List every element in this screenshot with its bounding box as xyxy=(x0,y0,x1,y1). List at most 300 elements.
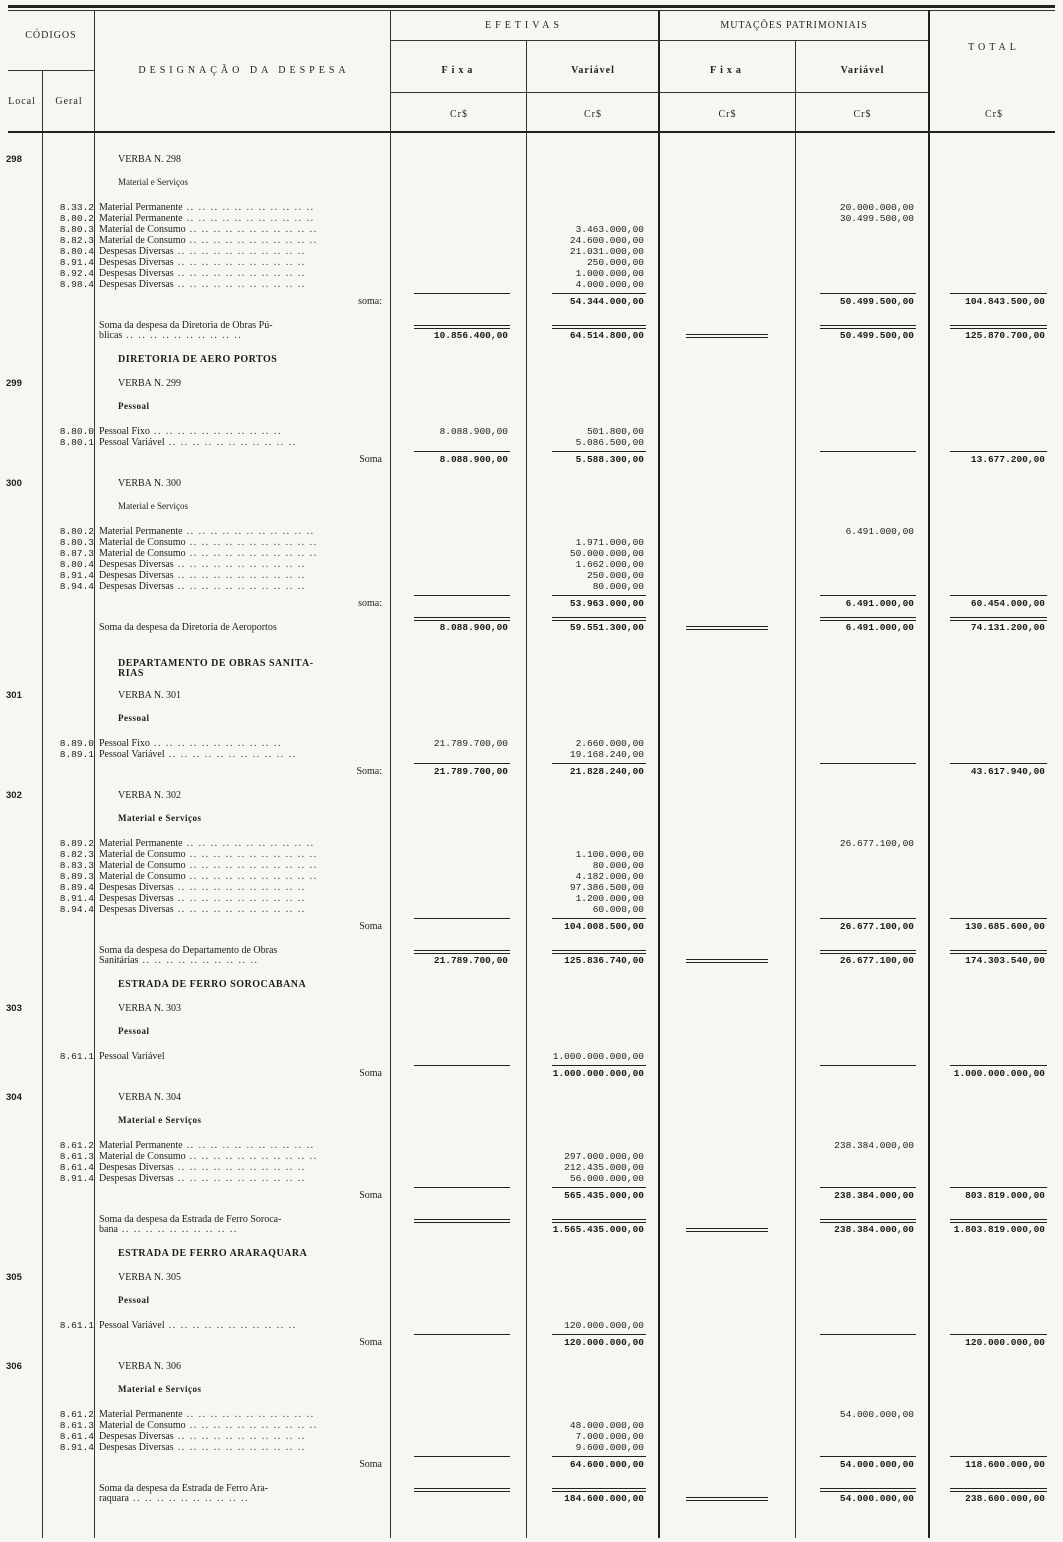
amount-var: 56.000.000,00 xyxy=(569,1173,644,1184)
designacao-continuation: raquara .. .. .. .. .. .. .. .. .. .. xyxy=(99,1494,249,1504)
dot-leaders: .. .. .. .. .. .. .. .. .. .. .. xyxy=(185,872,318,882)
designacao-text: Despesas Diversas .. .. .. .. .. .. .. .. .. .. .. xyxy=(99,247,306,257)
designacao-text: VERBA N. 298 xyxy=(118,155,182,165)
sum-rule xyxy=(414,1456,510,1457)
code-local: 301 xyxy=(6,690,22,701)
dot-leaders: .. .. .. .. .. .. .. .. .. .. .. xyxy=(173,269,306,279)
dot-leaders: .. .. .. .. .. .. .. .. .. .. .. xyxy=(182,527,315,537)
designacao-text: Despesas Diversas .. .. .. .. .. .. .. .. .. .. .. xyxy=(99,582,306,592)
dot-leaders: .. .. .. .. .. .. .. .. .. .. .. xyxy=(173,894,306,904)
code-geral: 8.33.2 xyxy=(59,202,94,213)
amount-mvar: 50.499.500,00 xyxy=(839,330,914,341)
designacao-text: Pessoal xyxy=(118,401,150,411)
amount-mvar: 6.491.000,00 xyxy=(845,622,914,633)
designacao-text: Material Permanente .. .. .. .. .. .. .. .. .. .. .. xyxy=(99,839,315,849)
designacao-text: Material de Consumo .. .. .. .. .. .. .. .. .. .. .. xyxy=(99,872,318,882)
amount-var: 4.000.000,00 xyxy=(575,279,644,290)
sum-rule xyxy=(552,617,646,621)
amount-var: 297.000.000,00 xyxy=(564,1151,644,1162)
sum-rule xyxy=(414,1334,510,1335)
sum-rule xyxy=(552,1219,646,1223)
designacao-text: Soma xyxy=(359,922,382,932)
amount-var: 120.000.000,00 xyxy=(564,1320,644,1331)
designacao-text: VERBA N. 302 xyxy=(118,791,182,801)
dot-leaders: .. .. .. .. .. .. .. .. .. .. xyxy=(138,956,259,966)
sum-rule xyxy=(820,1187,916,1188)
code-geral: 8.61.1 xyxy=(59,1051,94,1062)
code-geral: 8.61.3 xyxy=(59,1151,94,1162)
designacao-text: VERBA N. 303 xyxy=(118,1004,182,1014)
dot-leaders: .. .. .. .. .. .. .. .. .. .. .. xyxy=(182,1141,315,1151)
sum-rule xyxy=(820,325,916,329)
amount-mvar: 30.499.500,00 xyxy=(839,213,914,224)
amount-mvar: 50.499.500,00 xyxy=(839,296,914,307)
designacao-text: Material e Serviços xyxy=(118,1384,202,1394)
code-geral: 8.80.1 xyxy=(59,437,94,448)
dot-leaders: .. .. .. .. .. .. .. .. .. .. .. xyxy=(182,203,315,213)
sum-rule xyxy=(950,918,1047,919)
code-local: 303 xyxy=(6,1003,22,1014)
amount-total: 120.000.000,00 xyxy=(965,1337,1045,1348)
sum-rule xyxy=(552,763,646,764)
sum-rule xyxy=(552,451,646,452)
amount-total: 13.677.200,00 xyxy=(970,454,1045,465)
dot-leaders: .. .. .. .. .. .. .. .. .. .. xyxy=(122,331,243,341)
dot-leaders: .. .. .. .. .. .. .. .. .. .. .. xyxy=(164,750,297,760)
designacao-text: Despesas Diversas .. .. .. .. .. .. .. .. .. .. .. xyxy=(99,258,306,268)
amount-total: 74.131.200,00 xyxy=(970,622,1045,633)
designacao-text: Despesas Diversas .. .. .. .. .. .. .. .. .. .. .. xyxy=(99,1174,306,1184)
amount-fixa: 8.088.900,00 xyxy=(439,454,508,465)
designacao-text: Material Permanente .. .. .. .. .. .. .. .. .. .. .. xyxy=(99,214,315,224)
dot-leaders: .. .. .. .. .. .. .. .. .. .. .. xyxy=(182,214,315,224)
designacao-text: ESTRADA DE FERRO SOROCABANA xyxy=(118,980,307,990)
amount-var: 50.000.000,00 xyxy=(569,548,644,559)
dot-leaders: .. .. .. .. .. .. .. .. .. .. .. xyxy=(185,538,318,548)
rule-under-fixa-variavel xyxy=(390,92,928,93)
amount-total: 1.000.000.000,00 xyxy=(953,1068,1045,1079)
amount-total: 130.685.600,00 xyxy=(965,921,1045,932)
designacao-text: Material e Serviços xyxy=(118,177,188,187)
designacao-text: Pessoal xyxy=(118,1026,150,1036)
code-geral: 8.89.3 xyxy=(59,871,94,882)
amount-var: 2.660.000,00 xyxy=(575,738,644,749)
dot-leaders: .. .. .. .. .. .. .. .. .. .. .. xyxy=(173,883,306,893)
amount-var: 80.000,00 xyxy=(592,581,644,592)
designacao-text: Pessoal Variável xyxy=(99,1052,165,1062)
sum-rule xyxy=(950,1488,1047,1492)
designacao-text: DEPARTAMENTO DE OBRAS SANITÁ- xyxy=(118,659,314,669)
code-local: 306 xyxy=(6,1361,22,1372)
amount-mvar: 238.384.000,00 xyxy=(834,1224,914,1235)
designacao-text: Despesas Diversas .. .. .. .. .. .. .. .. .. .. .. xyxy=(99,571,306,581)
rule-local-geral xyxy=(42,70,43,1538)
code-geral: 8.80.4 xyxy=(59,246,94,257)
sum-rule xyxy=(414,950,510,954)
sum-rule xyxy=(950,1334,1047,1335)
code-geral: 8.82.3 xyxy=(59,235,94,246)
designacao-text: Despesas Diversas .. .. .. .. .. .. .. .. .. .. .. xyxy=(99,894,306,904)
code-local: 298 xyxy=(6,154,22,165)
designacao-text: Pessoal Fixo .. .. .. .. .. .. .. .. .. .. .. xyxy=(99,427,282,437)
amount-var: 97.386.500,00 xyxy=(569,882,644,893)
dot-leaders: .. .. .. .. .. .. .. .. .. .. .. xyxy=(182,839,315,849)
designacao-text: Pessoal Variável .. .. .. .. .. .. .. .. .. .. .. xyxy=(99,750,297,760)
sum-rule xyxy=(950,1219,1047,1223)
code-geral: 8.82.3 xyxy=(59,849,94,860)
designacao-text: VERBA N. 305 xyxy=(118,1273,182,1283)
amount-var: 1.662.000,00 xyxy=(575,559,644,570)
designacao-text: VERBA N. 299 xyxy=(118,379,182,389)
empty-column-rule xyxy=(686,1497,768,1501)
amount-var: 104.008.500,00 xyxy=(564,921,644,932)
sum-rule xyxy=(552,1334,646,1335)
designacao-text: Soma xyxy=(359,1191,382,1201)
sum-rule xyxy=(414,918,510,919)
amount-fixa: 8.088.900,00 xyxy=(439,426,508,437)
code-local: 299 xyxy=(6,378,22,389)
sum-rule xyxy=(552,1456,646,1457)
empty-column-rule xyxy=(686,334,768,338)
amount-var: 9.600.000,00 xyxy=(575,1442,644,1453)
code-geral: 8.91.4 xyxy=(59,893,94,904)
designacao-continuation: RIAS xyxy=(118,669,144,679)
designacao-text: Soma da despesa da Diretoria de Aeroportos xyxy=(99,623,277,633)
rule-under-group-headers xyxy=(390,40,928,41)
amount-var: 59.551.300,00 xyxy=(569,622,644,633)
designacao-text: VERBA N. 306 xyxy=(118,1362,182,1372)
sum-rule xyxy=(950,763,1047,764)
designacao-text: Material Permanente .. .. .. .. .. .. .. .. .. .. .. xyxy=(99,203,315,213)
designacao-text: Despesas Diversas .. .. .. .. .. .. .. .. .. .. .. xyxy=(99,269,306,279)
amount-fixa: 10.856.400,00 xyxy=(433,330,508,341)
amount-var: 21.828.240,00 xyxy=(569,766,644,777)
code-geral: 8.91.4 xyxy=(59,1173,94,1184)
dot-leaders: .. .. .. .. .. .. .. .. .. .. .. xyxy=(185,549,318,559)
amount-var: 54.344.000,00 xyxy=(569,296,644,307)
sum-rule xyxy=(820,763,916,764)
designacao-text: Material e Serviços xyxy=(118,1115,202,1125)
code-local: 300 xyxy=(6,478,22,489)
code-local: 305 xyxy=(6,1272,22,1283)
designacao-text: Despesas Diversas .. .. .. .. .. .. .. .. .. .. .. xyxy=(99,905,306,915)
amount-var: 184.600.000,00 xyxy=(564,1493,644,1504)
empty-column-rule xyxy=(686,626,768,630)
amount-var: 1.971.000,00 xyxy=(575,537,644,548)
amount-var: 64.514.800,00 xyxy=(569,330,644,341)
dot-leaders: .. .. .. .. .. .. .. .. .. .. .. xyxy=(173,560,306,570)
code-geral: 8.80.3 xyxy=(59,537,94,548)
sum-rule xyxy=(552,1187,646,1188)
sum-rule xyxy=(950,950,1047,954)
header-currency-4: Cr$ xyxy=(853,109,872,120)
sum-rule xyxy=(414,1488,510,1492)
amount-mvar: 54.000.000,00 xyxy=(839,1459,914,1470)
sum-rule xyxy=(414,1065,510,1066)
amount-mvar: 26.677.100,00 xyxy=(839,955,914,966)
amount-var: 1.000.000.000,00 xyxy=(552,1051,644,1062)
designacao-continuation: Sanitárias .. .. .. .. .. .. .. .. .. .. xyxy=(99,956,259,966)
amount-total: 238.600.000,00 xyxy=(965,1493,1045,1504)
amount-fixa: 21.789.700,00 xyxy=(433,738,508,749)
code-geral: 8.98.4 xyxy=(59,279,94,290)
header-mutacoes: MUTAÇÕES PATRIMONIAIS xyxy=(720,20,868,31)
designacao-text: Soma da despesa do Departamento de Obras xyxy=(99,946,278,956)
code-geral: 8.80.2 xyxy=(59,213,94,224)
designacao-text: Pessoal xyxy=(118,1295,150,1305)
designacao-text: soma: xyxy=(358,599,382,609)
designacao-text: Soma da despesa da Estrada de Ferro Ara- xyxy=(99,1484,269,1494)
amount-var: 5.588.300,00 xyxy=(575,454,644,465)
designacao-text: Material e Serviços xyxy=(118,501,188,511)
code-geral: 8.89.0 xyxy=(59,738,94,749)
amount-var: 4.182.000,00 xyxy=(575,871,644,882)
amount-var: 48.000.000,00 xyxy=(569,1420,644,1431)
designacao-text: Despesas Diversas .. .. .. .. .. .. .. .. .. .. .. xyxy=(99,1432,306,1442)
designacao-text: Soma: xyxy=(356,767,382,777)
designacao-continuation: bana .. .. .. .. .. .. .. .. .. .. xyxy=(99,1225,238,1235)
amount-mvar: 6.491.000,00 xyxy=(845,598,914,609)
dot-leaders: .. .. .. .. .. .. .. .. .. .. .. xyxy=(149,739,282,749)
sum-rule xyxy=(950,595,1047,596)
amount-var: 7.000.000,00 xyxy=(575,1431,644,1442)
amount-var: 5.086.500,00 xyxy=(575,437,644,448)
designacao-text: Material de Consumo .. .. .. .. .. .. .. .. .. .. .. xyxy=(99,549,318,559)
designacao-text: Soma xyxy=(359,1069,382,1079)
designacao-text: Material de Consumo .. .. .. .. .. .. .. .. .. .. .. xyxy=(99,236,318,246)
dot-leaders: .. .. .. .. .. .. .. .. .. .. .. xyxy=(173,1443,306,1453)
designacao-text: Soma xyxy=(359,1460,382,1470)
amount-total: 1.803.819.000,00 xyxy=(953,1224,1045,1235)
amount-var: 565.435.000,00 xyxy=(564,1190,644,1201)
dot-leaders: .. .. .. .. .. .. .. .. .. .. .. xyxy=(173,1163,306,1173)
designacao-text: Soma xyxy=(359,455,382,465)
designacao-text: VERBA N. 300 xyxy=(118,479,182,489)
code-geral: 8.89.1 xyxy=(59,749,94,760)
amount-mvar: 238.384.000,00 xyxy=(834,1140,914,1151)
amount-mvar: 20.000.000,00 xyxy=(839,202,914,213)
header-efetivas-fixa: Fixa xyxy=(441,65,477,76)
designacao-text: VERBA N. 304 xyxy=(118,1093,182,1103)
dot-leaders: .. .. .. .. .. .. .. .. .. .. .. xyxy=(173,582,306,592)
dot-leaders: .. .. .. .. .. .. .. .. .. .. .. xyxy=(182,1410,315,1420)
amount-var: 3.463.000,00 xyxy=(575,224,644,235)
amount-var: 19.168.240,00 xyxy=(569,749,644,760)
designacao-text: Material de Consumo .. .. .. .. .. .. .. .. .. .. .. xyxy=(99,1152,318,1162)
rule-efetivas-mid xyxy=(526,40,527,1538)
header-geral: Geral xyxy=(55,96,83,107)
designacao-text: Material de Consumo .. .. .. .. .. .. .. .. .. .. .. xyxy=(99,538,318,548)
code-geral: 8.94.4 xyxy=(59,904,94,915)
rule-after-designacao xyxy=(390,10,391,1538)
sum-rule xyxy=(820,1334,916,1335)
amount-var: 120.000.000,00 xyxy=(564,1337,644,1348)
code-geral: 8.89.2 xyxy=(59,838,94,849)
code-local: 302 xyxy=(6,790,22,801)
sum-rule xyxy=(552,325,646,329)
header-currency-3: Cr$ xyxy=(718,109,737,120)
dot-leaders: .. .. .. .. .. .. .. .. .. .. .. xyxy=(173,280,306,290)
header-mutacoes-fixa: Fixa xyxy=(710,65,745,76)
code-geral: 8.91.4 xyxy=(59,1442,94,1453)
sum-rule xyxy=(950,451,1047,452)
code-geral: 8.80.2 xyxy=(59,526,94,537)
sum-rule xyxy=(820,1456,916,1457)
sum-rule xyxy=(820,293,916,294)
header-currency-2: Cr$ xyxy=(584,109,602,120)
dot-leaders: .. .. .. .. .. .. .. .. .. .. .. xyxy=(173,258,306,268)
designacao-text: Pessoal Variável .. .. .. .. .. .. .. .. .. .. .. xyxy=(99,1321,297,1331)
header-codigos: CÓDIGOS xyxy=(25,30,77,41)
amount-fixa: 21.789.700,00 xyxy=(433,766,508,777)
code-geral: 8.80.0 xyxy=(59,426,94,437)
sum-rule xyxy=(820,1065,916,1066)
designacao-text: Material Permanente .. .. .. .. .. .. .. .. .. .. .. xyxy=(99,1410,315,1420)
designacao-text: soma: xyxy=(358,297,382,307)
sum-rule xyxy=(414,451,510,452)
code-geral: 8.91.4 xyxy=(59,570,94,581)
designacao-text: Pessoal Variável .. .. .. .. .. .. .. .. .. .. .. xyxy=(99,438,297,448)
designacao-text: Soma xyxy=(359,1338,382,1348)
designacao-text: Despesas Diversas .. .. .. .. .. .. .. .. .. .. .. xyxy=(99,280,306,290)
amount-var: 1.565.435.000,00 xyxy=(552,1224,644,1235)
code-local: 304 xyxy=(6,1092,22,1103)
amount-mvar: 54.000.000,00 xyxy=(839,1409,914,1420)
empty-column-rule xyxy=(686,1228,768,1232)
designacao-text: Despesas Diversas .. .. .. .. .. .. .. .. .. .. .. xyxy=(99,560,306,570)
dot-leaders: .. .. .. .. .. .. .. .. .. .. .. xyxy=(173,1432,306,1442)
dot-leaders: .. .. .. .. .. .. .. .. .. .. xyxy=(117,1225,238,1235)
dot-leaders: .. .. .. .. .. .. .. .. .. .. .. xyxy=(185,1152,318,1162)
amount-var: 1.100.000,00 xyxy=(575,849,644,860)
amount-total: 803.819.000,00 xyxy=(965,1190,1045,1201)
amount-var: 250.000,00 xyxy=(586,257,644,268)
header-total: TOTAL xyxy=(968,42,1020,53)
sum-rule xyxy=(552,1488,646,1492)
sum-rule xyxy=(820,950,916,954)
sum-rule xyxy=(414,1187,510,1188)
dot-leaders: .. .. .. .. .. .. .. .. .. .. .. xyxy=(164,438,297,448)
dot-leaders: .. .. .. .. .. .. .. .. .. .. .. xyxy=(149,427,282,437)
header-mutacoes-variavel: Variável xyxy=(840,65,885,76)
dot-leaders: .. .. .. .. .. .. .. .. .. .. .. xyxy=(185,1421,318,1431)
sum-rule xyxy=(414,293,510,294)
amount-mvar: 6.491.000,00 xyxy=(845,526,914,537)
designacao-text: Material de Consumo .. .. .. .. .. .. .. .. .. .. .. xyxy=(99,861,318,871)
code-geral: 8.87.3 xyxy=(59,548,94,559)
code-geral: 8.61.4 xyxy=(59,1431,94,1442)
sum-rule xyxy=(950,1065,1047,1066)
dot-leaders: .. .. .. .. .. .. .. .. .. .. .. xyxy=(173,247,306,257)
amount-var: 60.000,00 xyxy=(592,904,644,915)
amount-var: 1.000.000,00 xyxy=(575,268,644,279)
designacao-text: VERBA N. 301 xyxy=(118,691,182,701)
sum-rule xyxy=(552,918,646,919)
rule-mutacoes-mid xyxy=(795,40,796,1538)
sum-rule xyxy=(820,1488,916,1492)
sum-rule xyxy=(950,325,1047,329)
sum-rule xyxy=(414,325,510,329)
dot-leaders: .. .. .. .. .. .. .. .. .. .. .. xyxy=(185,861,318,871)
code-geral: 8.61.4 xyxy=(59,1162,94,1173)
dot-leaders: .. .. .. .. .. .. .. .. .. .. .. xyxy=(185,225,318,235)
code-geral: 8.61.3 xyxy=(59,1420,94,1431)
sum-rule xyxy=(820,595,916,596)
sum-rule xyxy=(414,763,510,764)
sum-rule xyxy=(950,1187,1047,1188)
amount-mvar: 238.384.000,00 xyxy=(834,1190,914,1201)
designacao-text: ESTRADA DE FERRO ARARAQUARA xyxy=(118,1249,308,1259)
amount-var: 64.600.000,00 xyxy=(569,1459,644,1470)
sum-rule xyxy=(414,1219,510,1223)
code-geral: 8.89.4 xyxy=(59,882,94,893)
sum-rule xyxy=(552,595,646,596)
amount-mvar: 26.677.100,00 xyxy=(839,921,914,932)
sum-rule xyxy=(950,617,1047,621)
amount-total: 174.303.540,00 xyxy=(965,955,1045,966)
designacao-text: Soma da despesa da Estrada de Ferro Soroca- xyxy=(99,1215,282,1225)
code-geral: 8.94.4 xyxy=(59,581,94,592)
header-designacao: DESIGNAÇÃO DA DESPESA xyxy=(138,65,350,76)
header-currency-1: Cr$ xyxy=(450,109,468,120)
amount-var: 80.000,00 xyxy=(592,860,644,871)
empty-column-rule xyxy=(686,959,768,963)
designacao-text: Material de Consumo .. .. .. .. .. .. .. .. .. .. .. xyxy=(99,850,318,860)
amount-total: 104.843.500,00 xyxy=(965,296,1045,307)
sum-rule xyxy=(414,617,510,621)
dot-leaders: .. .. .. .. .. .. .. .. .. .. .. xyxy=(185,236,318,246)
sum-rule xyxy=(414,595,510,596)
sum-rule xyxy=(820,918,916,919)
sum-rule xyxy=(950,1456,1047,1457)
amount-fixa: 8.088.900,00 xyxy=(439,622,508,633)
code-geral: 8.61.2 xyxy=(59,1409,94,1420)
sum-rule xyxy=(820,451,916,452)
top-rule-thin xyxy=(8,10,1055,11)
dot-leaders: .. .. .. .. .. .. .. .. .. .. .. xyxy=(185,850,318,860)
designacao-text: Despesas Diversas .. .. .. .. .. .. .. .. .. .. .. xyxy=(99,883,306,893)
amount-var: 53.963.000,00 xyxy=(569,598,644,609)
code-geral: 8.91.4 xyxy=(59,257,94,268)
amount-total: 60.454.000,00 xyxy=(970,598,1045,609)
sum-rule xyxy=(820,1219,916,1223)
amount-total: 125.870.700,00 xyxy=(965,330,1045,341)
amount-var: 501.800,00 xyxy=(586,426,644,437)
designacao-text: Pessoal xyxy=(118,713,150,723)
amount-mvar: 54.000.000,00 xyxy=(839,1493,914,1504)
amount-total: 43.617.940,00 xyxy=(970,766,1045,777)
sum-rule xyxy=(552,1065,646,1066)
amount-mvar: 26.677.100,00 xyxy=(839,838,914,849)
code-geral: 8.83.3 xyxy=(59,860,94,871)
designacao-text: Material Permanente .. .. .. .. .. .. .. .. .. .. .. xyxy=(99,1141,315,1151)
designacao-text: Despesas Diversas .. .. .. .. .. .. .. .. .. .. .. xyxy=(99,1163,306,1173)
code-geral: 8.61.2 xyxy=(59,1140,94,1151)
header-efetivas: EFETIVAS xyxy=(485,20,563,31)
header-currency-5: Cr$ xyxy=(985,109,1003,120)
dot-leaders: .. .. .. .. .. .. .. .. .. .. .. xyxy=(173,571,306,581)
sum-rule xyxy=(950,293,1047,294)
designacao-text: Pessoal Fixo .. .. .. .. .. .. .. .. .. .. .. xyxy=(99,739,282,749)
amount-var: 250.000,00 xyxy=(586,570,644,581)
amount-var: 212.435.000,00 xyxy=(564,1162,644,1173)
amount-var: 1.200.000,00 xyxy=(575,893,644,904)
dot-leaders: .. .. .. .. .. .. .. .. .. .. xyxy=(128,1494,249,1504)
code-geral: 8.80.4 xyxy=(59,559,94,570)
amount-var: 21.031.000,00 xyxy=(569,246,644,257)
header-local: Local xyxy=(8,96,36,107)
designacao-text: Despesas Diversas .. .. .. .. .. .. .. .. .. .. .. xyxy=(99,1443,306,1453)
